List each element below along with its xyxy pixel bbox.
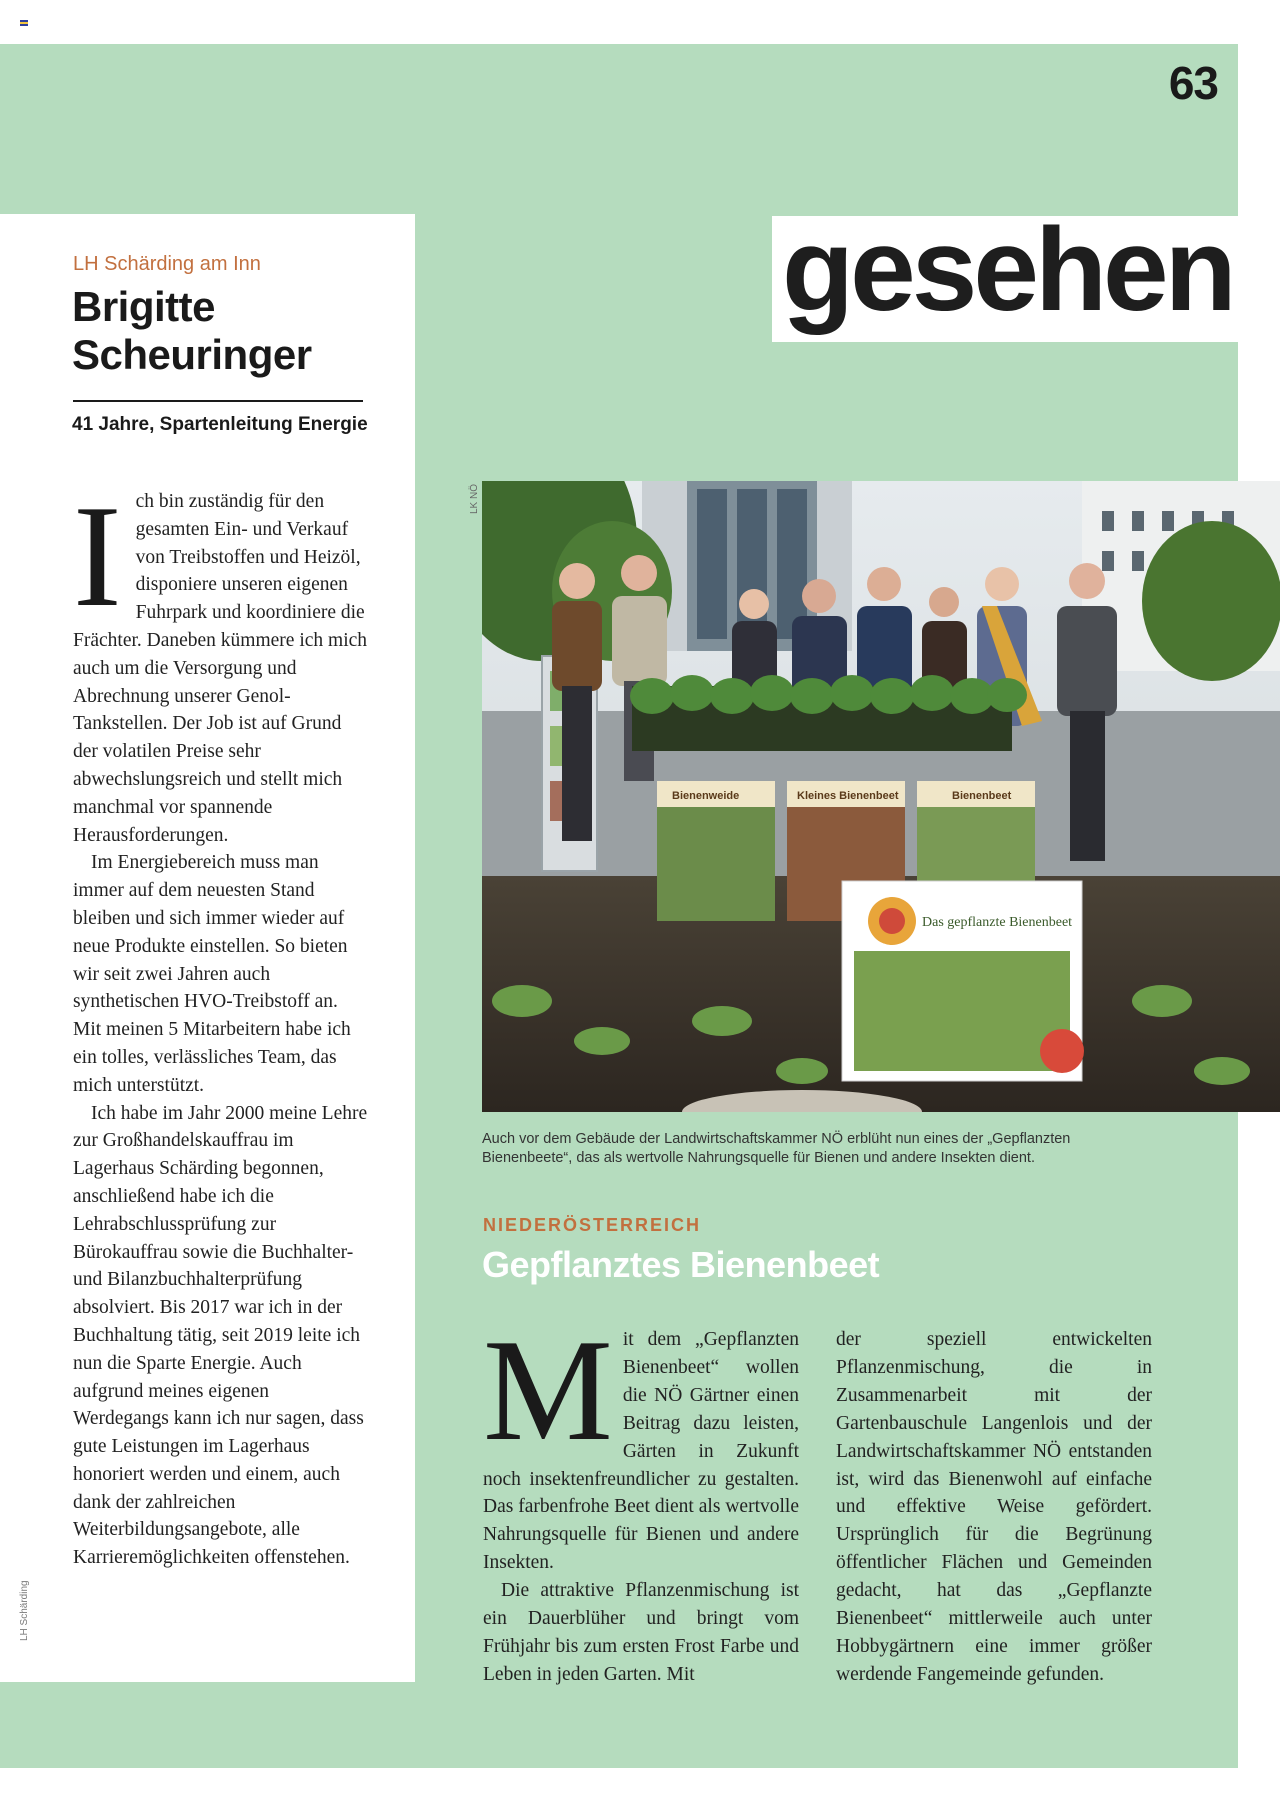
article-column-2 xyxy=(836,1326,1152,1689)
profile-first-name: Brigitte xyxy=(72,283,215,330)
profile-divider xyxy=(73,400,363,402)
article-paragraph: Die attraktive Pflanzenmischung ist ein Dauerblüher und bringt vom Frühjahr bis zum ersten Frost Farbe und Leben in jeden Garten. Mit xyxy=(483,1580,799,1685)
article-paragraph-text: it dem „Gepflanzten Bienenbeet“ wollen die NÖ Gärtner einen Beitrag dazu leisten, Gärten in Zukunft noch insektenfreundlicher zu gestalten. Das farbenfrohe Beet dient als wertvolle Nahrungsquelle für Bienen und andere Insekten. xyxy=(483,1329,799,1574)
profile-location: LH Schärding am Inn xyxy=(73,253,261,275)
sign-left-label: Bienenweide xyxy=(672,790,740,802)
photo-caption: Auch vor dem Gebäude der Landwirtschaftskammer NÖ erblüht nun eines der „Gepflanzten Bienenbeete“, das als wertvolle Nahrungsquelle für Bienen und andere Insekten dient. xyxy=(482,1131,1071,1166)
page-number: 63 xyxy=(1168,57,1218,109)
profile-photo-credit: LH Schärding xyxy=(19,1580,30,1641)
section-headline: gesehen xyxy=(782,204,1233,336)
profile-dropcap: I xyxy=(73,475,122,637)
article-dropcap: M xyxy=(483,1309,613,1471)
article-column-1 xyxy=(483,1309,799,1689)
profile-paragraph-text: ch bin zuständig für den gesamten Ein- und Verkauf von Treibstoffen und Heizöl, disponiere unseren eigenen Fuhrpark und koordiniere die Frächter. Daneben kümmere ich mich auch um die Versorgung und Abrechnung unserer Genol-Tankstellen. Der Job ist auf Grund der volatilen Preise sehr abwechslungsreich und stellt mich manchmal vor spannende Herausforderungen. xyxy=(73,491,368,846)
profile-subtitle: 41 Jahre, Spartenleitung Energie xyxy=(72,414,368,435)
profile-paragraph: Ich habe im Jahr 2000 meine Lehre zur Großhandelskauffrau im Lagerhaus Schärding begonnen, anschließend habe ich die Lehrabschlussprüfung zur Bürokauffrau sowie die Buchhalter- und Bilanzbuchhalterprüfung absolviert. Bis 2017 war ich in der Buchhaltung tätig, seit 2019 leite ich nun die Sparte Energie. Auch aufgrund meines eigenen Werdegangs kann ich nur sagen, dass gute Leistungen im Lagerhaus honoriert werden und einem, auch dank der zahlreichen Weiterbildungsangebote, alle Karrieremöglichkeiten offenstehen. xyxy=(73,1102,368,1569)
sign-main-label: Das gepflanzte Bienenbeet xyxy=(922,915,1073,930)
article-title: Gepflanztes Bienenbeet xyxy=(482,1244,880,1285)
article-photo xyxy=(482,481,1280,1112)
profile-paragraph xyxy=(73,475,369,849)
article-paragraph: der speziell entwickelten Pflanzenmischung, die in Zusammenarbeit mit der Gartenbauschule Langenlois und der Landwirtschaftskammer NÖ entstanden ist, wird das Bienenwohl auf einfache und effektive Weise gefördert. Ursprünglich für die Begrünung öffentlicher Flächen und Gemeinden gedacht, hat das „Gepflanzte Bienenbeet“ mittlerweile auch unter Hobbygärtnern eine immer größer werdende Fangemeinde gefunden. xyxy=(836,1329,1152,1685)
article-paragraph xyxy=(483,1309,799,1577)
profile-last-name: Scheuringer xyxy=(72,331,312,378)
article-kicker: NIEDERÖSTERREICH xyxy=(483,1215,702,1235)
language-flag-icon xyxy=(20,20,28,26)
profile-name xyxy=(72,283,392,379)
photo-credit: LK NÖ xyxy=(469,483,480,514)
sign-middle-label: Kleines Bienenbeet xyxy=(797,790,899,802)
profile-body xyxy=(73,475,369,1572)
sign-right-label: Bienenbeet xyxy=(952,790,1012,802)
profile-paragraph: Im Energiebereich muss man immer auf dem neuesten Stand bleiben und sich immer wieder auf neue Produkte einstellen. So bieten wir seit zwei Jahren auch synthetischen HVO-Treibstoff an. Mit meinen 5 Mitarbeitern habe ich ein tolles, verlässliches Team, das mich unterstützt. xyxy=(73,852,351,1096)
